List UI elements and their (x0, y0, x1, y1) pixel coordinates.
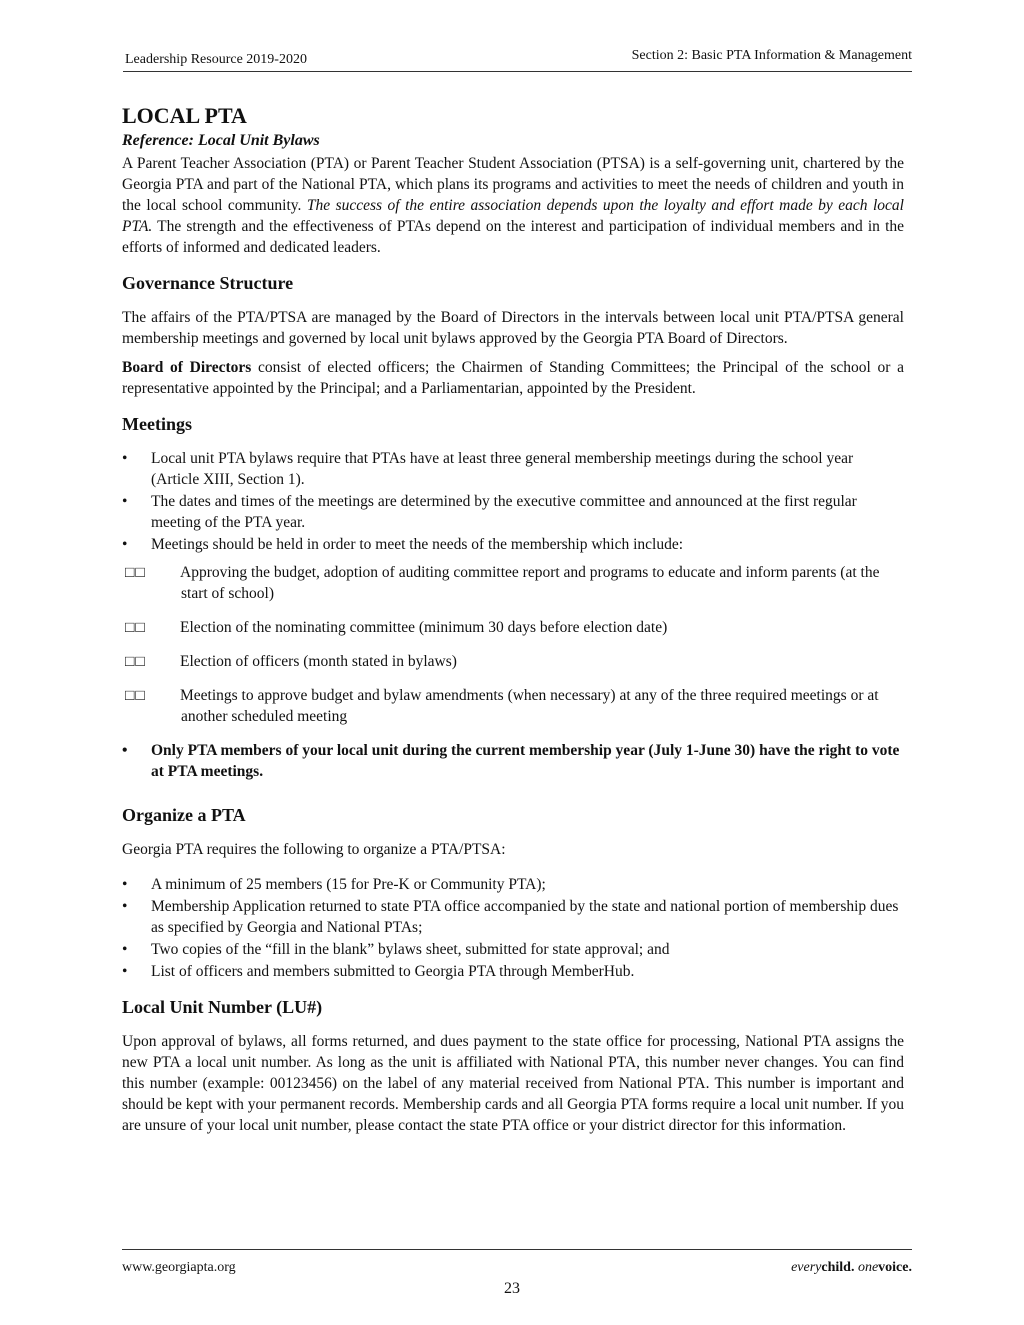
meetings-heading: Meetings (122, 414, 192, 434)
footer-tagline: everychild. onevoice. (791, 1260, 912, 1275)
lu-paragraph: Upon approval of bylaws, all forms returned, and dues payment to the state office for processing, National PTA assigns the new PTA a local unit number. As long as the unit is affiliated with National PTA, this number never changes. You can find this number (example: 00123456) on the label of any material received from National PTA. This number is important and should be kept with your permanent records. Membership cards and all Georgia PTA forms require a local unit number. If you are unsure of your local unit number, please contact the state PTA office or your district director for this information. (122, 1033, 904, 1134)
sub-item: □□ Election of the nominating committee (minimum 30 days before election date) (125, 619, 668, 636)
list-item: • Membership Application returned to state PTA office accompanied by the state and national portion of membership dues as specified by Georgia and National PTAs; (122, 896, 904, 938)
checkbox-glyph-icon: □□ (125, 619, 146, 636)
intro-italic: The success of the entire association depends upon the loyalty and effort made by each local PTA. (122, 197, 904, 235)
checkbox-glyph-icon: □□ (125, 653, 146, 670)
sub-item: □□ Approving the budget, adoption of auditing committee report and programs to educate and inform parents (at the start of school) (125, 564, 880, 602)
sub-item: □□ Election of officers (month stated in bylaws) (125, 653, 457, 670)
list-item: • Local unit PTA bylaws require that PTAs have at least three general membership meetings during the school year (Article XIII, Section 1). (122, 448, 904, 490)
list-item: • The dates and times of the meetings are determined by the executive committee and announced at the first regular meeting of the PTA year. (122, 491, 904, 533)
page-number: 23 (504, 1280, 520, 1297)
list-item: • Two copies of the “fill in the blank” bylaws sheet, submitted for state approval; and (122, 939, 904, 960)
page-footer (122, 1249, 912, 1275)
governance-heading: Governance Structure (122, 273, 294, 293)
checkbox-glyph-icon: □□ (125, 564, 146, 581)
voting-rule: • Only PTA members of your local unit during the current membership year (July 1-June 30) have the right to vote at PTA meetings. (122, 740, 904, 782)
header-left: Leadership Resource 2019-2020 (125, 52, 307, 67)
governance-paragraph: The affairs of the PTA/PTSA are managed by the Board of Directors in the intervals between local unit PTA/PTSA general membership meetings and governed by local unit bylaws approved by the Georgia PTA Board of Directors. (122, 309, 904, 347)
list-item: • Meetings should be held in order to meet the needs of the membership which include: (122, 534, 904, 555)
organize-intro: Georgia PTA requires the following to organize a PTA/PTSA: (122, 841, 506, 858)
organize-heading: Organize a PTA (122, 805, 246, 825)
board-bold: Board of Directors (122, 359, 252, 376)
organize-list (122, 874, 904, 982)
reference-line: Reference: Local Unit Bylaws (122, 132, 320, 149)
voting-rule-list (122, 740, 904, 782)
page-title: LOCAL PTA (122, 103, 247, 128)
list-item: • A minimum of 25 members (15 for Pre-K or Community PTA); (122, 874, 904, 895)
intro-paragraph: A Parent Teacher Association (PTA) or Parent Teacher Student Association (PTSA) is a self-governing unit, chartered by the Georgia PTA and part of the National PTA, which plans its programs and activities to meet the needs of children and youth in the local school community. The success of the entire association depends upon the loyalty and effort made by each local PTA. The strength and the effectiveness of PTAs depend on the interest and participation of individual members and in the efforts of informed and dedicated leaders. (122, 155, 904, 256)
list-item: • List of officers and members submitted to Georgia PTA through MemberHub. (122, 961, 904, 982)
meetings-list (122, 448, 904, 555)
footer-url: www.georgiapta.org (122, 1260, 236, 1275)
page-header (123, 46, 912, 72)
main-content (122, 103, 904, 1136)
lu-heading: Local Unit Number (LU#) (122, 997, 323, 1017)
checkbox-glyph-icon: □□ (125, 687, 146, 704)
board-paragraph: Board of Directors consist of elected officers; the Chairmen of Standing Committees; the Principal of the school or a representative appointed by the Principal; and a Parliamentarian, appointed by the President. (122, 359, 904, 397)
header-right: Section 2: Basic PTA Information & Management (631, 48, 912, 63)
meeting-subitems (125, 562, 904, 727)
sub-item: □□ Meetings to approve budget and bylaw amendments (when necessary) at any of the three required meetings or at another scheduled meeting (125, 687, 879, 725)
